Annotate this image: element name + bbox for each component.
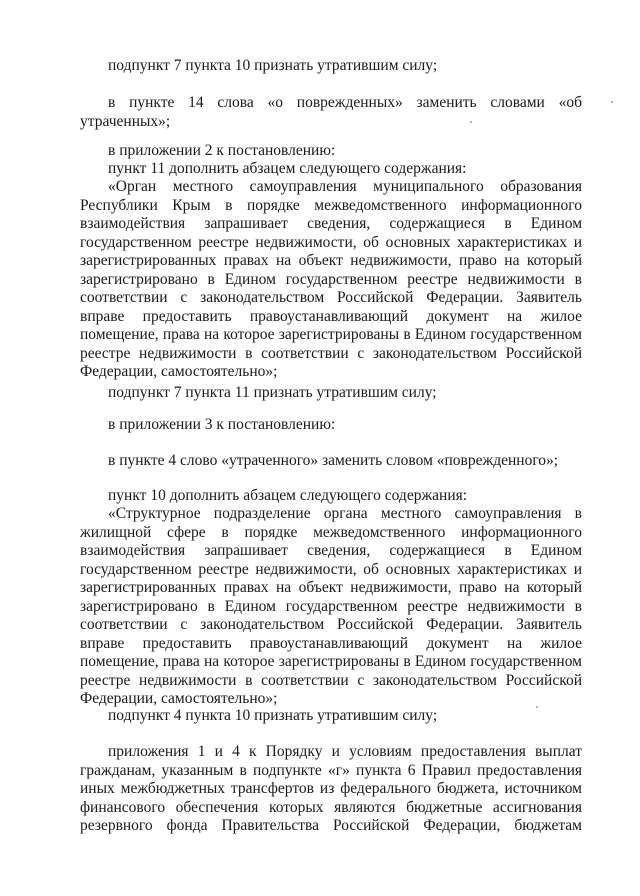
paragraph-11: подпункт 4 пункта 10 признать утратившим силу;	[108, 707, 438, 724]
paragraph-3: в приложении 2 к постановлению:	[108, 142, 336, 159]
scan-speck	[611, 101, 613, 103]
paragraph-9: пункт 10 дополнить абзацем следующего содержания:	[108, 487, 468, 504]
paragraph-10-quote: «Структурное подразделение органа местного самоуправления в жилищной сфере в порядке межведомственного информационного взаимодействия запрашивает сведения, содержащиеся в Едином государственном реестре недвижимости, об основных характеристиках и зарегистрированных правах на объект недвижимости, право на который зарегистрировано в Едином государственном реестре недвижимости в соответствии с законодательством Российской Федерации. Заявитель вправе предоставить правоустанавливающий документ на жилое помещение, права на которое зарегистрированы в Едином государственном реестре недвижимости в соответствии с законодательством Российской Федерации, самостоятельно»;	[80, 505, 582, 707]
paragraph-8: в пункте 4 слово «утраченного» заменить словом «поврежденного»;	[108, 452, 559, 469]
paragraph-4: пункт 11 дополнить абзацем следующего содержания:	[108, 160, 467, 177]
paragraph-5-quote: «Орган местного самоуправления муниципального образования Республики Крым в порядке межведомственного информационного взаимодействия запрашивает сведения, содержащиеся в Едином государственном реестре недвижимости, об основных характеристиках и зарегистрированных правах на объект недвижимости, право на который зарегистрировано в Едином государственном реестре недвижимости в соответствии с законодательством Российской Федерации. Заявитель вправе предоставить правоустанавливающий документ на жилое помещение, права на которое зарегистрированы в Едином государственном реестре недвижимости в соответствии с законодательством Российской Федерации, самостоятельно»;	[80, 178, 582, 380]
paragraph-7: в приложении 3 к постановлению:	[108, 416, 336, 433]
scan-speck	[470, 121, 472, 123]
paragraph-2: в пункте 14 слова «о поврежденных» заменить словами «об утраченных»;	[80, 94, 582, 130]
paragraph-1: подпункт 7 пункта 10 признать утратившим силу;	[108, 57, 438, 74]
scan-speck	[536, 706, 538, 708]
paragraph-12: приложения 1 и 4 к Порядку и условиям предоставления выплат гражданам, указанным в подпункте «г» пункта 6 Правил предоставления иных межбюджетных трансфертов из федерального бюджета, источником финансового обеспечения которых являются бюджетные ассигнования резервного фонда Правительства Российской Федерации, бюджетам	[80, 743, 582, 834]
paragraph-6: подпункт 7 пункта 11 признать утратившим силу;	[108, 384, 437, 401]
